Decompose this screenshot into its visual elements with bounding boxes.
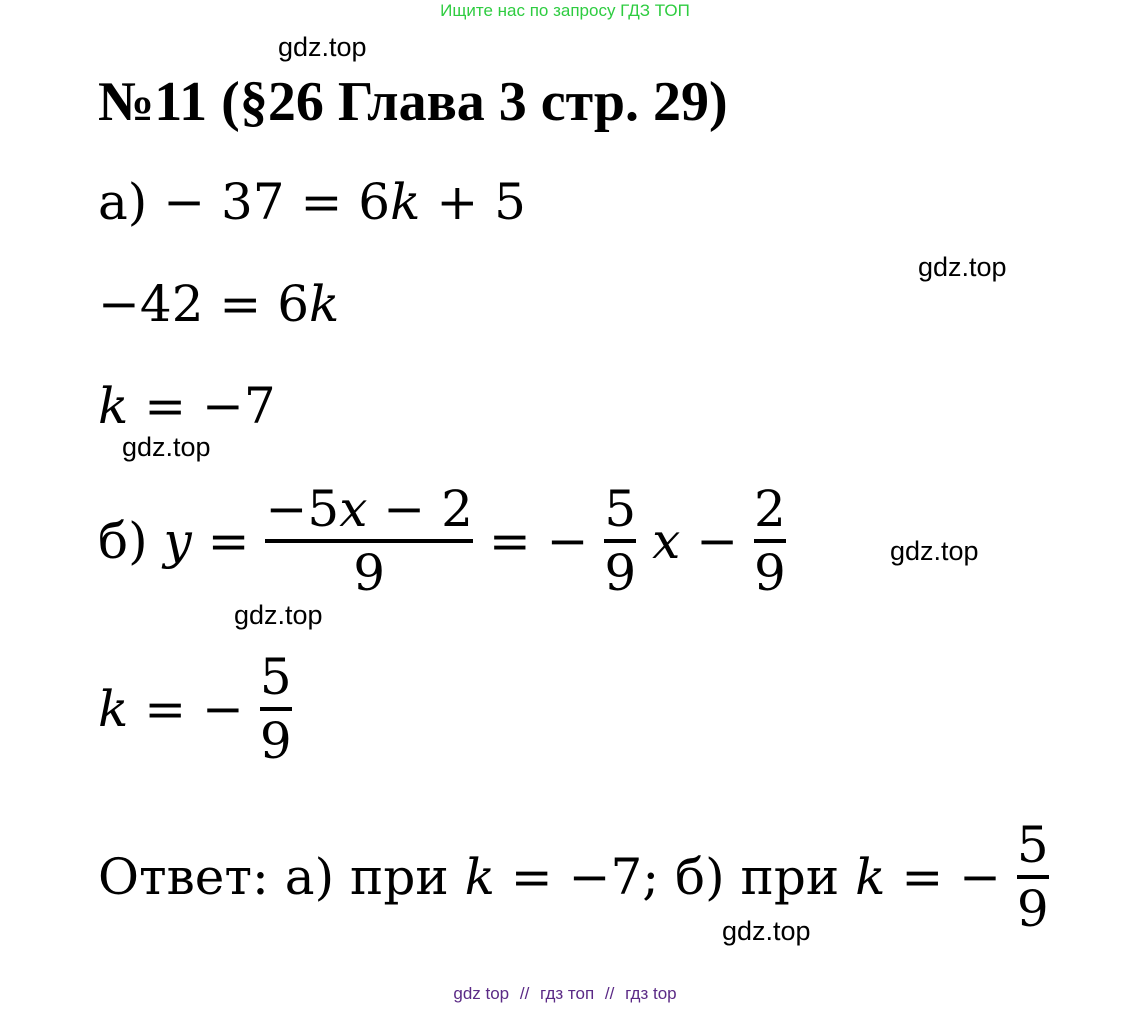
fraction (1017, 816, 1049, 938)
footer-separator: // (604, 984, 615, 1003)
denominator: 9 (353, 544, 386, 602)
var-k: k (309, 275, 340, 333)
var-k: k (464, 848, 495, 906)
answer-line (98, 816, 1049, 938)
eq-text: = −7; б) при (510, 848, 840, 906)
fraction-bar (265, 539, 472, 543)
footer-separator: // (519, 984, 530, 1003)
fraction-bar (604, 539, 636, 543)
fraction (604, 480, 636, 602)
watermark: gdz.top (890, 536, 979, 566)
answer-label: Ответ: а) при (98, 848, 449, 906)
denominator: 9 (259, 712, 292, 770)
numerator: 5 (604, 480, 637, 538)
watermark: gdz.top (122, 432, 211, 462)
watermark: gdz.top (234, 600, 323, 630)
var-x: x (652, 512, 681, 570)
footer-link-gdz-top[interactable]: gdz top (453, 984, 510, 1003)
fraction-bar (754, 539, 786, 543)
var-k: k (390, 173, 421, 231)
eq-text: − (696, 512, 739, 570)
numerator: 5 (1016, 816, 1049, 874)
eq-text: = − (144, 680, 244, 738)
eq-text: а) − 37 = 6 (98, 173, 391, 231)
eq-text: + 5 (420, 173, 526, 231)
var-k: k (855, 848, 886, 906)
equation-b-line2 (98, 648, 292, 770)
eq-text: = − (488, 512, 589, 570)
fraction-bar (260, 707, 292, 711)
eq-text: = (207, 512, 250, 570)
fraction (265, 480, 472, 602)
fraction (754, 480, 786, 602)
eq-text: −42 = 6 (98, 275, 310, 333)
footer-links (0, 984, 1130, 1004)
watermark: gdz.top (918, 252, 1007, 282)
numerator: −5x − 2 (265, 480, 473, 538)
denominator: 9 (754, 544, 786, 602)
denominator: 9 (1016, 880, 1049, 938)
numerator: 2 (754, 480, 786, 538)
var-y: y (163, 512, 192, 570)
var-k: k (98, 377, 129, 435)
eq-text: = −7 (128, 377, 276, 435)
label-b: б) (98, 512, 148, 570)
equation-a-line3 (98, 376, 276, 436)
watermark: gdz.top (722, 916, 811, 946)
equation-a-line1 (98, 172, 526, 232)
eq-text: = − (901, 848, 1002, 906)
top-banner: Ищите нас по запросу ГДЗ ТОП (440, 1, 690, 20)
fraction-bar (1017, 875, 1049, 879)
footer-link-gdz-top-mixed[interactable]: гдз top (625, 984, 677, 1003)
footer-link-gdz-top-ru[interactable]: гдз топ (540, 984, 595, 1003)
var-k: k (98, 680, 129, 738)
equation-a-line2 (98, 274, 339, 334)
equation-b-line1 (98, 480, 786, 602)
fraction (260, 648, 292, 770)
page-title: №11 (§26 Глава 3 стр. 29) (98, 71, 728, 133)
denominator: 9 (604, 544, 637, 602)
watermark: gdz.top (278, 32, 367, 62)
numerator: 5 (259, 648, 292, 706)
